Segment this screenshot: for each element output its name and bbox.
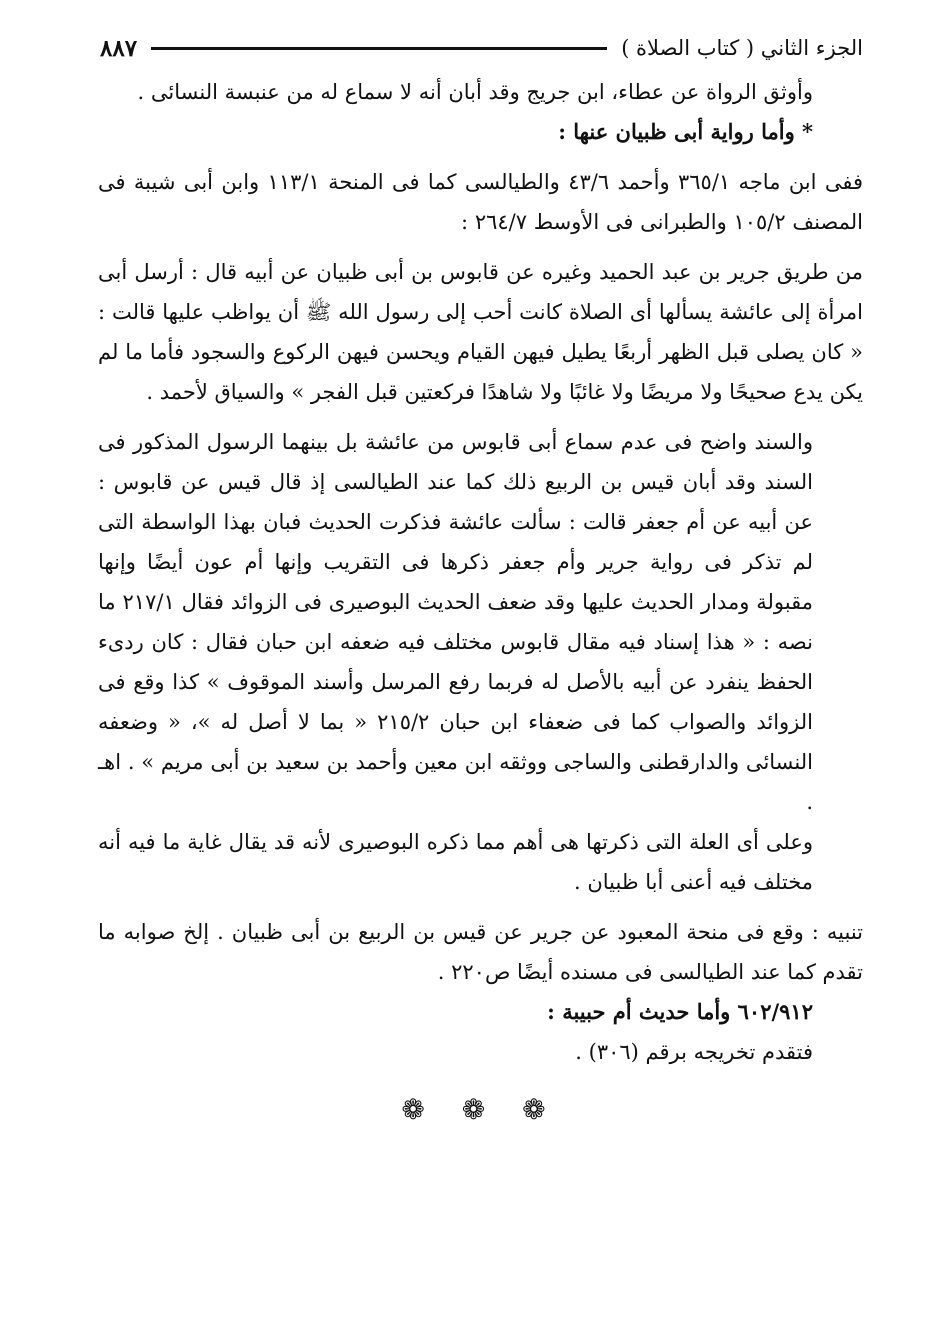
paragraph-hadith-text: من طريق جرير بن عبد الحميد وغيره عن قابوس بن أبى ظبيان عن أبيه قال : أرسل أبى امرأة إلى عائشة يسألها أى الصلاة كانت أحب إلى رسول الله ﷺ أن يواظب عليها قالت : « كان يصلى قبل الظهر أربعًا يطيل فيهن القيام ويحسن فيهن الركوع والسجود فأما ما لم يكن يدع صحيحًا ولا مريضًا ولا غائبًا ولا شاهدًا فركعتين قبل الفجر » والسياق لأحمد . [98, 260, 863, 404]
paragraph-isnad-analysis: والسند واضح فى عدم سماع أبى قابوس من عائشة بل بينهما الرسول المذكور فى السند وقد أبان قيس بن الربيع ذلك كما عند الطيالسى إذ قال قيس عن قابوس : عن أبيه عن أم جعفر قالت : سألت عائشة فذكرت الحديث فبان بهذا الواسطة التى لم تذكر فى رواية جرير وأم جعفر ذكرها فى التقريب وإنها أم عون أيضًا وإنها مقبولة ومدار الحديث عليها وقد ضعف الحديث البوصيرى فى الزوائد فقال ٢١٧/١ ما نصه : « هذا إسناد فيه مقال قابوس مختلف فيه ضعفه ابن حبان فقال : كان ردىء الحفظ ينفرد عن أبيه بالأصل له فربما رفع المرسل وأسند الموقوف » كذا وقع فى الزوائد والصواب كما فى ضعفاء ابن حبان ٢١٥/٢ « بما لا أصل له »، « وضعفه النسائى والدارقطنى والساجى ووثقه ابن معين وأحمد بن سعيد بن أبى مريم » . اهـ . [98, 430, 813, 814]
paragraph-illah: وعلى أى العلة التى ذكرتها هى أهم مما ذكره البوصيرى لأنه قد يقال غاية ما فيه أنه مختلف فيه أعنى أبا ظبيان . [98, 830, 813, 894]
paragraph-reference: فتقدم تخريجه برقم (٣٠٦) . [575, 1040, 813, 1064]
page-header [100, 28, 863, 68]
page-body [98, 72, 863, 1130]
paragraph-narrators: وأوثق الرواة عن عطاء، ابن جريج وقد أبان أنه لا سماع له من عنبسة النسائى . [137, 80, 813, 104]
header-rule [151, 47, 607, 50]
section-heading-abu-zabyan: * وأما رواية أبى ظبيان عنها : [558, 119, 813, 144]
page-number: ٨٨٧ [100, 34, 138, 62]
paragraph-note: تنبيه : وقع فى منحة المعبود عن جرير عن قيس بن الربيع بن أبى ظبيان . إلخ صوابه ما تقدم كما عند الطيالسى فى مسنده أيضًا ص٢٢٠ . [98, 920, 863, 984]
running-title: الجزء الثاني ( كتاب الصلاة ) [621, 36, 863, 60]
section-heading-umm-habiba: ٦٠٢/٩١٢ وأما حديث أم حبيبة : [547, 999, 813, 1024]
section-divider-ornament: ❁ ❁ ❁ [401, 1093, 560, 1126]
paragraph-sources: ففى ابن ماجه ٣٦٥/١ وأحمد ٤٣/٦ والطيالسى كما فى المنحة ١١٣/١ وابن أبى شيبة فى المصنف ١٠٥/٢ والطبرانى فى الأوسط ٢٦٤/٧ : [98, 170, 864, 234]
